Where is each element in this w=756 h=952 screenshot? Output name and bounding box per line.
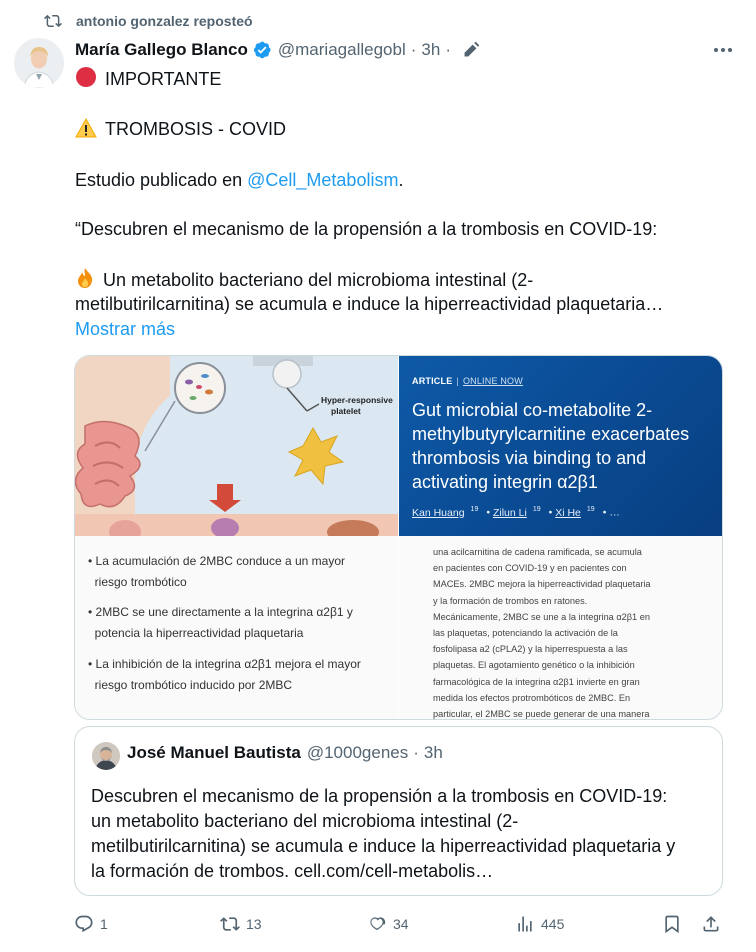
- reply-count: 1: [100, 916, 108, 932]
- like-button[interactable]: [367, 914, 409, 934]
- article-author[interactable]: Xi He: [555, 506, 581, 519]
- quoted-text-line: la formación de trombos. cell.com/cell-metabolis…: [91, 861, 494, 881]
- highlight-item: • La inhibición de la integrina α2β1 mejora el mayor riesgo trombótico inducido por 2MBC: [88, 657, 361, 692]
- separator-dot: ·: [413, 743, 419, 762]
- show-more-link[interactable]: Mostrar más: [75, 319, 176, 339]
- illustration-label-2: platelet: [331, 406, 361, 416]
- author-avatar[interactable]: [14, 38, 64, 88]
- tweet-time[interactable]: 3h: [421, 40, 441, 59]
- article-author[interactable]: Zilun Li: [492, 506, 527, 519]
- quoted-text-line: un metabolito bacteriano del microbioma intestinal (2-: [91, 811, 519, 831]
- repost-label: antonio gonzalez reposteó: [76, 13, 253, 29]
- metabolite-text-1: Un metabolito bacteriano del microbioma intestinal (2-: [103, 270, 534, 290]
- views-count: 445: [541, 916, 565, 932]
- fire-icon: [75, 267, 95, 289]
- repost-count: 13: [246, 916, 262, 932]
- warning-icon: [75, 118, 97, 138]
- abstract-text: una acilcarnitina de cadena ramificada, se acumula en pacientes con COVID-19 y en pacientes con MACEs. 2MBC mejora la hiperreactividad plaquetaria y la formación de trombos en ratones. Mecánicamente, 2MBC se une a la integrina α2β1 en las plaquetas, potenciando la activación de la fosfolipasa a2 (cPLA2) y la hiperrespuesta a las plaquetas. El agotamiento genético o la inhibición farmacológica de la integrina α2β1 invierte en gran medida los efectos protrombóticos de 2MBC. En particular, el 2MBC se puede generar de una manera: [433, 547, 651, 719]
- reply-icon: [74, 914, 94, 934]
- edit-icon[interactable]: [462, 41, 480, 59]
- author-name[interactable]: María Gallego Blanco: [75, 40, 248, 59]
- article-preview-header[interactable]: [399, 356, 722, 536]
- verified-badge-icon[interactable]: [252, 40, 272, 60]
- authors-more: …: [609, 506, 620, 519]
- separator-dot: ·: [445, 40, 451, 59]
- tweet-line-quote: “Descubren el mecanismo de la propensión a la trombosis en COVID-19:: [75, 219, 658, 239]
- tweet-line-topic: [75, 117, 286, 141]
- highlight-item: • La acumulación de 2MBC conduce a un mayor riesgo trombótico: [88, 554, 346, 589]
- tweet-line-important: [75, 66, 221, 91]
- red-circle-icon: [75, 66, 97, 88]
- quoted-tweet[interactable]: [74, 726, 723, 896]
- quoted-text-line: metilbutirilcarnitina) se acumula e induce la hiperreactividad plaquetaria y: [91, 836, 676, 856]
- quoted-avatar-image: [92, 742, 120, 770]
- quoted-author-handle[interactable]: @1000genes: [306, 743, 409, 762]
- author-affiliation: 19: [470, 506, 479, 513]
- repost-icon: [220, 914, 240, 934]
- graphical-abstract-illustration[interactable]: [75, 356, 398, 536]
- share-icon: [701, 914, 721, 934]
- article-status[interactable]: ONLINE NOW: [462, 376, 523, 386]
- important-text: IMPORTANTE: [105, 69, 222, 89]
- study-suffix: .: [398, 170, 404, 190]
- like-icon: [367, 914, 387, 934]
- author-mail-icon: •: [486, 506, 491, 519]
- illustration-label-1: Hyper-responsive: [321, 395, 393, 405]
- views-button[interactable]: [515, 914, 564, 934]
- article-title[interactable]: Gut microbial co-metabolite 2-methylbutyrylcarnitine exacerbates thrombosis via binding to and activating integrin α2β1: [412, 400, 690, 492]
- like-count: 34: [393, 916, 409, 932]
- tweet-line-study: [75, 168, 403, 192]
- repost-button[interactable]: [220, 914, 262, 934]
- avatar-image: [14, 38, 64, 88]
- author-mail-icon: •: [548, 506, 553, 519]
- more-icon[interactable]: [710, 40, 736, 60]
- reply-button[interactable]: [74, 914, 108, 934]
- separator-dot: ·: [410, 40, 417, 59]
- bookmark-icon: [662, 914, 682, 934]
- author-affiliation: 19: [532, 506, 541, 513]
- bookmark-button[interactable]: [662, 914, 682, 934]
- quoted-time[interactable]: 3h: [423, 743, 443, 762]
- tweet-header: [75, 40, 736, 60]
- abstract-panel[interactable]: [399, 536, 722, 719]
- author-list: [412, 506, 620, 519]
- article-author[interactable]: Kan Huang: [412, 506, 465, 519]
- highlight-item: • 2MBC se une directamente a la integrina α2β1 y potencia la hiperreactividad plaquetaria: [88, 605, 353, 640]
- tweet-line-metabolite-2: metilbutirilcarnitina) se acumula e induce la hiperreactividad plaquetaria…: [75, 294, 664, 314]
- tag-separator: |: [456, 376, 459, 386]
- quoted-author-name[interactable]: José Manuel Bautista: [127, 743, 301, 762]
- mention-link[interactable]: @Cell_Metabolism: [247, 170, 399, 190]
- article-tag-label: ARTICLE: [412, 376, 453, 386]
- action-bar: [74, 914, 724, 938]
- topic-text: TROMBOSIS - COVID: [105, 119, 287, 139]
- illustration-graphic: [75, 356, 398, 536]
- study-prefix: Estudio publicado en: [75, 170, 248, 190]
- author-mail-icon: •: [602, 506, 607, 519]
- share-button[interactable]: [701, 914, 721, 934]
- article-type: [412, 376, 523, 386]
- author-affiliation: 19: [586, 506, 595, 513]
- quoted-header: [127, 743, 443, 763]
- quoted-text-line: Descubren el mecanismo de la propensión a la trombosis en COVID-19:: [91, 786, 668, 806]
- media-card[interactable]: [74, 355, 723, 720]
- quoted-author-avatar[interactable]: [92, 742, 120, 770]
- highlights-panel[interactable]: [75, 536, 398, 719]
- repost-indicator[interactable]: [44, 12, 253, 30]
- tweet-line-metabolite-1: [75, 267, 533, 292]
- repost-icon: [44, 12, 62, 30]
- views-icon: [515, 914, 535, 934]
- author-handle[interactable]: @mariagallegobl: [277, 40, 406, 59]
